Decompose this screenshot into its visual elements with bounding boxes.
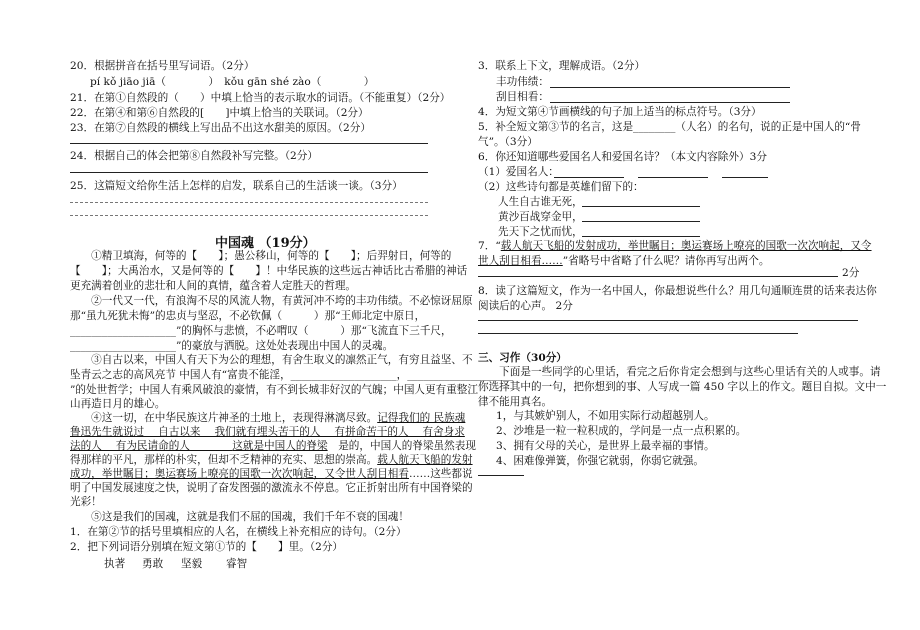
question-8-line: 阅读后的心声。 2分 bbox=[478, 300, 573, 312]
underlined-sentence: 法的人 有为民请命的人 bbox=[70, 440, 233, 452]
question-20: 20．根据拼音在括号里写词语。（2分） bbox=[70, 60, 255, 72]
para-4-line bbox=[70, 411, 465, 425]
answer-line[interactable] bbox=[70, 215, 428, 216]
underlined-sentence: 这就是中国人的脊梁 bbox=[232, 440, 328, 452]
underlined-sentence: 记得我们的 民族魂 bbox=[377, 412, 466, 424]
underlined-sentence: 世人刮目相看…… bbox=[478, 255, 563, 267]
para-2-line: ②一代又一代，有浪淘不尽的风流人物，有黄河冲不垮的丰功伟绩。不必惊讶屈原 bbox=[70, 295, 473, 307]
writing-option: 4、困难像弹簧，你强它就弱，你弱它就强。 bbox=[496, 455, 705, 467]
para-3-line: ”的处世哲学；中国人有乘风破浪的豪情，有不到长城非好汉的气魄；中国人更有重整江 bbox=[70, 384, 478, 396]
para-1-line: 更充满着创业的悲壮和人间的真情，蕴含着人定胜天的哲理。 bbox=[70, 280, 357, 292]
para-4-line: 明了中国发展速度之快，说明了奋发图强的激流永不停息。它正折射出所有中国脊梁的 bbox=[70, 482, 473, 494]
underlined-sentence: 载人航天飞船的发射成功，举世瞩目；奥运赛场上嘹亮的国歌一次次响起，又令 bbox=[500, 240, 872, 252]
writing-prompt-line: 你选择其中的一句，把你想到的事、人写成一篇 450 字以上的作文。题目自拟。文中一 bbox=[478, 381, 887, 393]
question-20-pinyin: pí kǒ jiāo jiā（ ） kǒu gān shé zào（ ） bbox=[90, 76, 375, 88]
answer-line[interactable] bbox=[582, 206, 700, 207]
question-4: 4．为短文第④节画横线的句子加上适当的标点符号。（3分） bbox=[478, 106, 762, 118]
question-25: 25．这篇短文给你生活上怎样的启发，联系自己的生活谈一谈。（3分） bbox=[70, 180, 403, 192]
para-3-line: ③自古以来，中国人有天下为公的理想，有舍生取义的凛然正气，有穷且益坚、不 bbox=[70, 354, 473, 366]
poem-line: 人生自古谁无死， bbox=[498, 196, 583, 208]
para-4-text: 是的，中国人的脊梁虽然表现 bbox=[327, 440, 476, 452]
answer-line[interactable] bbox=[478, 333, 798, 334]
question-7-text: ”省略号中省略了什么呢？请你再写出两个。 bbox=[562, 255, 770, 267]
para-4-text: ……这些都说 bbox=[409, 468, 473, 480]
idiom-1-label: 丰功伟绩： bbox=[496, 76, 549, 88]
writing-prompt-line: 下面是一些同学的心里话，看完之后你肯定会想到与这些心里话有关的人或事。请 bbox=[478, 366, 881, 378]
poem-line: 先天下之忧而忧， bbox=[498, 226, 583, 238]
para-3-line: 山再造日月的雄心。 bbox=[70, 398, 166, 410]
question-1: 1．在第②节的括号里填相应的人名，在横线上补充相应的诗句。（2分） bbox=[70, 526, 407, 538]
para-3-line: 坠青云之志的高风亮节 中国人有“富贵不能淫，____________________，____________________ bbox=[70, 369, 514, 381]
para-4-line: 光彩！ bbox=[70, 496, 102, 508]
answer-line[interactable] bbox=[582, 236, 700, 237]
para-4-line bbox=[70, 453, 473, 467]
word-option: 执著 bbox=[104, 558, 126, 570]
answer-line[interactable] bbox=[554, 177, 624, 178]
question-7-score: 2分 bbox=[842, 267, 860, 279]
word-option: 坚毅 bbox=[181, 558, 203, 570]
para-4-text: 得那样的平凡，那样的朴实，但却不乏精神的充实、思想的崇高。 bbox=[70, 454, 378, 466]
para-4-line bbox=[70, 467, 473, 481]
passage-title: 中国魂 （19分） bbox=[215, 236, 316, 251]
question-24: 24．根据自己的体会把第⑧自然段补写完整。（2分） bbox=[70, 150, 318, 162]
question-7-line bbox=[478, 254, 769, 268]
question-2: 2．把下列词语分别填在短文第①节的【 】里。（2分） bbox=[70, 541, 344, 553]
underlined-sentence: 鲁迅先生就说过 自古以来 我们就有埋头苦干的人 有拼命苦干的人 有舍身求 bbox=[70, 426, 465, 438]
section-3-heading: 三、习作（30分） bbox=[478, 352, 567, 364]
writing-option: 2、沙堆是一粒一粒积成的，学问是一点一点积累的。 bbox=[496, 425, 747, 437]
underlined-sentence: 载人航天飞船的发射 bbox=[377, 454, 473, 466]
question-5-line: 5．补全短文第③节的名言，这是________（人名）的名句，说的正是中国人的“骨 bbox=[478, 121, 861, 133]
para-2-line: ____________________”的豪放与洒脱。这处处表现出中国人的灵魂。 bbox=[70, 340, 394, 352]
question-5-line: 气”。（3分） bbox=[478, 136, 538, 148]
question-6-1: （1）爱国名人： bbox=[478, 166, 559, 178]
word-option: 睿智 bbox=[226, 558, 248, 570]
word-option: 勇敢 bbox=[142, 558, 164, 570]
idiom-2-label: 刮目相看： bbox=[496, 91, 549, 103]
writing-option: 3、拥有父母的关心，是世界上最幸福的事情。 bbox=[496, 440, 715, 452]
answer-line[interactable] bbox=[70, 202, 428, 203]
poem-line: 黄沙百战穿金甲， bbox=[498, 211, 583, 223]
question-6: 6．你还知道哪些爱国名人和爱国名诗？（本文内容除外）3分 bbox=[478, 151, 767, 163]
para-2-line: 那“虽九死犹未悔”的忠贞与坚忍，不必钦佩（ ）那“王师北定中原日， bbox=[70, 310, 426, 322]
para-1-line: 【 】；大禹治水，又是何等的【 】！中华民族的这些远古神话比古希腊的神话 bbox=[70, 265, 468, 277]
answer-line[interactable] bbox=[478, 320, 858, 321]
answer-line[interactable] bbox=[478, 276, 838, 277]
writing-prompt-line: 律不能用真名。 bbox=[478, 396, 553, 408]
para-1-line: ①精卫填海，何等的【 】；愚公移山，何等的【 】；后羿射日，何等的 bbox=[70, 250, 452, 262]
para-2-line: ____________________”的胸怀与悲愤，不必喟叹（ ）那“飞流直下三千尺， bbox=[70, 325, 452, 337]
question-23: 23．在第⑦自然段的横线上写出品不出这水甜美的原因。（2分） bbox=[70, 122, 371, 134]
question-7-text: 7．“ bbox=[478, 240, 501, 252]
answer-line[interactable] bbox=[70, 172, 428, 173]
answer-line[interactable] bbox=[550, 87, 790, 88]
divider bbox=[478, 475, 524, 476]
para-5: ⑤这是我们的国魂，这就是我们不屈的国魂，我们千年不衰的国魂！ bbox=[70, 511, 409, 523]
answer-line[interactable] bbox=[582, 221, 700, 222]
question-6-2: （2）这些诗句都是英雄们留下的： bbox=[478, 181, 644, 193]
para-4-line bbox=[70, 439, 476, 453]
answer-line[interactable] bbox=[550, 102, 790, 103]
underlined-sentence: 成功，举世瞩目；奥运赛场上嘹亮的国歌一次次响起，又令世人刮目相看 bbox=[70, 468, 409, 480]
para-4-text: ④这一切，在中华民族这片神圣的土地上，表现得淋漓尽致。 bbox=[70, 412, 378, 424]
question-8-line: 8．读了这篇短文，作为一名中国人，你最想说些什么？用几句通顺连贯的话来表达你 bbox=[478, 285, 877, 297]
question-3: 3．联系上下文，理解成语。（2分） bbox=[478, 60, 646, 72]
question-22: 22．在第④和第⑥自然段的[ ]中填上恰当的关联词。（2分） bbox=[70, 107, 369, 119]
answer-line[interactable] bbox=[722, 177, 768, 178]
question-21: 21．在第①自然段的（ ）中填上恰当的表示取水的词语。（不能重复）（2分） bbox=[70, 92, 451, 104]
answer-line[interactable] bbox=[638, 177, 708, 178]
answer-line[interactable] bbox=[70, 143, 428, 144]
writing-option: 1，与其嫉妒别人，不如用实际行动超越别人。 bbox=[496, 410, 715, 422]
question-7-line bbox=[478, 239, 872, 253]
